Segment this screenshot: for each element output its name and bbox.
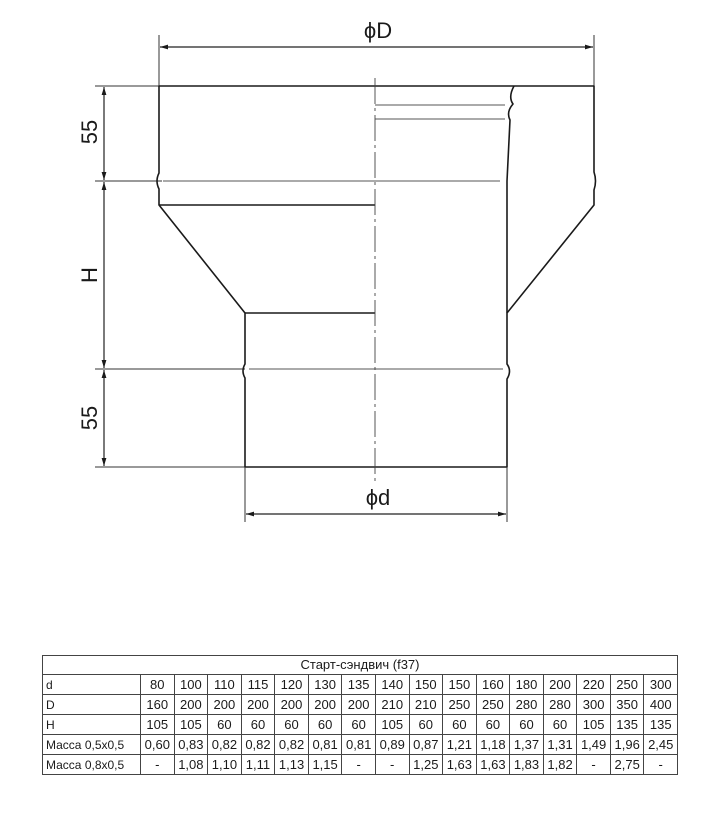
table-cell: 60 <box>342 715 376 735</box>
table-cell: 0,83 <box>174 735 208 755</box>
dimension-small-diameter <box>245 467 507 522</box>
table-cell: 250 <box>610 675 644 695</box>
table-cell: 200 <box>241 695 275 715</box>
table-cell: 0,82 <box>241 735 275 755</box>
table-cell: 180 <box>510 675 544 695</box>
table-cell: 60 <box>308 715 342 735</box>
table-cell: 1,63 <box>443 755 477 775</box>
table-cell: 1,49 <box>577 735 611 755</box>
table-cell: 1,83 <box>510 755 544 775</box>
table-cell: 210 <box>375 695 409 715</box>
row-label: H <box>43 715 141 735</box>
table-cell: 60 <box>476 715 510 735</box>
table-cell: 2,45 <box>644 735 678 755</box>
table-cell: 250 <box>476 695 510 715</box>
table-cell: 1,96 <box>610 735 644 755</box>
table-cell: 135 <box>342 675 376 695</box>
table-cell: 115 <box>241 675 275 695</box>
row-label: Масса 0,5х0,5 <box>43 735 141 755</box>
row-label: D <box>43 695 141 715</box>
table-cell: 160 <box>476 675 510 695</box>
table-cell: 1,63 <box>476 755 510 775</box>
table-cell: 130 <box>308 675 342 695</box>
table-cell: 0,89 <box>375 735 409 755</box>
table-cell: 250 <box>443 695 477 715</box>
table-cell: 280 <box>510 695 544 715</box>
table-cell: 160 <box>141 695 175 715</box>
table-cell: 200 <box>174 695 208 715</box>
table-cell: 0,82 <box>208 735 242 755</box>
table-cell: 300 <box>577 695 611 715</box>
table-cell: 0,82 <box>275 735 309 755</box>
table-cell: 135 <box>610 715 644 735</box>
table-cell: 150 <box>409 675 443 695</box>
dim-big-diameter-label: ϕD <box>363 18 393 43</box>
table-cell: 140 <box>375 675 409 695</box>
table-row <box>43 695 678 715</box>
table-cell: 300 <box>644 675 678 695</box>
table-cell: 60 <box>443 715 477 735</box>
table-cell: 1,13 <box>275 755 309 775</box>
row-label: d <box>43 675 141 695</box>
table-cell: - <box>342 755 376 775</box>
table-cell: 1,37 <box>510 735 544 755</box>
table-row <box>43 755 678 775</box>
table-cell: 1,25 <box>409 755 443 775</box>
table-cell: 220 <box>577 675 611 695</box>
table-cell: 1,08 <box>174 755 208 775</box>
table-cell: 120 <box>275 675 309 695</box>
table-cell: 1,21 <box>443 735 477 755</box>
table-cell: 350 <box>610 695 644 715</box>
pipe-inner-lines <box>163 105 505 369</box>
table-cell: 210 <box>409 695 443 715</box>
table-cell: 105 <box>174 715 208 735</box>
table-cell: 1,18 <box>476 735 510 755</box>
dim-top-height-label: 55 <box>77 119 102 145</box>
table-cell: 135 <box>644 715 678 735</box>
pipe-body <box>157 86 596 467</box>
table-cell: 60 <box>543 715 577 735</box>
table-cell: 200 <box>275 695 309 715</box>
table-cell: 0,60 <box>141 735 175 755</box>
table-cell: 0,81 <box>342 735 376 755</box>
table-cell: - <box>375 755 409 775</box>
table-cell: 1,31 <box>543 735 577 755</box>
table-cell: - <box>644 755 678 775</box>
dim-bottom-height-label: 55 <box>77 405 102 431</box>
table-cell: 200 <box>208 695 242 715</box>
table-cell: 2,75 <box>610 755 644 775</box>
table-title-row <box>43 656 678 675</box>
table-cell: 200 <box>308 695 342 715</box>
table-cell: 105 <box>375 715 409 735</box>
table-cell: 105 <box>577 715 611 735</box>
table-cell: 1,10 <box>208 755 242 775</box>
table-cell: 60 <box>275 715 309 735</box>
table-cell: - <box>577 755 611 775</box>
table-cell: 0,81 <box>308 735 342 755</box>
table-cell: 110 <box>208 675 242 695</box>
spec-table <box>42 655 678 775</box>
table-cell: 60 <box>510 715 544 735</box>
dim-small-diameter-label: ϕd <box>365 485 391 510</box>
table-cell: 100 <box>174 675 208 695</box>
table-cell: - <box>141 755 175 775</box>
table-cell: 0,87 <box>409 735 443 755</box>
table-title: Старт-сэндвич (f37) <box>43 656 678 675</box>
table-cell: 1,11 <box>241 755 275 775</box>
table-row <box>43 675 678 695</box>
table-cell: 80 <box>141 675 175 695</box>
table-row <box>43 715 678 735</box>
table-cell: 1,15 <box>308 755 342 775</box>
table-cell: 150 <box>443 675 477 695</box>
dim-middle-height-label: H <box>77 267 102 283</box>
dimension-heights <box>77 86 245 467</box>
table-cell: 280 <box>543 695 577 715</box>
table-cell: 60 <box>409 715 443 735</box>
table-cell: 60 <box>241 715 275 735</box>
table-cell: 105 <box>141 715 175 735</box>
dimension-big-diameter <box>159 18 594 86</box>
table-cell: 200 <box>342 695 376 715</box>
table-cell: 200 <box>543 675 577 695</box>
table-cell: 1,82 <box>543 755 577 775</box>
row-label: Масса 0,8х0,5 <box>43 755 141 775</box>
table-row <box>43 735 678 755</box>
table-cell: 60 <box>208 715 242 735</box>
table-cell: 400 <box>644 695 678 715</box>
